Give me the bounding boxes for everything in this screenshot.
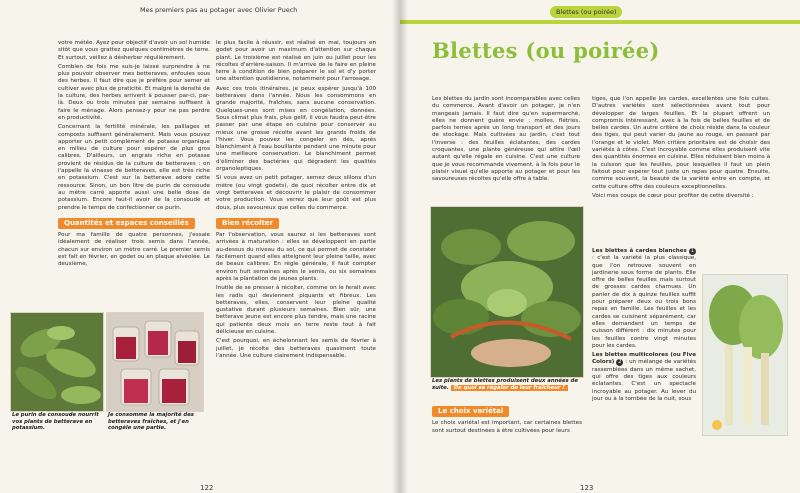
left-column-2: [216, 40, 376, 362]
list-item: [592, 248, 696, 350]
paragraph: votre météo. Ayez pour objectif d'avoir un sol humide sitôt que vous grattez quelques centimètres de terre. Et surtout, veillez à désherber régulièrement.: [58, 40, 210, 61]
paragraph: Si vous avez un petit potager, semez deux sillons d'un mètre (ou vingt godets), de quoi récolter entre dix et vingt betteraves et découvrir le plaisir de consommer votre production. Vous verrez que leur goût est plus doux, plus savoureux que celles du commerce.: [216, 175, 376, 211]
beet-jars-photo: [106, 312, 204, 412]
page-title: Blettes (ou poirée): [432, 38, 660, 63]
number-badge: 2: [618, 359, 622, 366]
paragraph: le plus facile à réussir, est réalisé en mai, toujours en godet pour avoir un maximum d'attention sur chaque plant. Le troisième est réalisé en juin ou juillet pour les récoltes d'arrière-saison. Il m'arrive de le faire en pleine terre à condition de bien préparer le sol et d'y porter une attention quotidienne, notamment pour l'arrosage.: [216, 40, 376, 83]
caption-betteraves: Je consomme la majorité des betteraves fraîches, et j'en congèle une partie.: [108, 412, 194, 432]
subheading-choix-varietal: Le choix variétal: [432, 406, 509, 417]
paragraph: Avec ces trois itinéraires, je peux espérer jusqu'à 100 betteraves dans l'année. Nous les consommons en grande majorité, fraîches, sans aucune conservation. Quelques-unes sont mises en congélation, données. Sous climat plus frais, plus gelif, il vous faudra peut-être passer par une étape en cuisine pour conserver au mieux une grosse récolte avant les grands froids de l'hiver. Vous pouvez les congeler en dés, après blanchiment à l'eau bouillante pendant une minute pour une meilleure conservation. Le blanchiment permet d'éliminer des bactéries qui dégradent les qualités organoleptiques.: [216, 85, 376, 173]
caption-consoude: Le purin de consoude nourrit vos plants de betterave en potassium.: [12, 412, 99, 432]
header-band: [400, 20, 800, 24]
book-gutter: [392, 0, 408, 493]
caption-text: Les plants de blettes produisent deux années de suite.: [432, 378, 578, 391]
paragraph: Inutile de se presser à récolter, comme on le ferait avec les radis qui deviennent piquants et fibreux. Les betteraves, elles, conservent leur pleine qualité gustative durant plusieurs semaines. Bien sûr, une betterave jeune est encore plus tendre, mais une racine qui patiente deux mois en terre reste tout à fait délicieuse en cuisine.: [216, 285, 376, 335]
bullet-text: : un mélange de variétés rassemblées dans un même sachet, qui offre des tiges aux couleurs éclatantes. C'est un spectacle incroyable au potager. Au lever du jour ou à la tombée de la nuit, sous: [592, 359, 697, 402]
paragraph: Concernant la fertilité minérale, les paillages et composts suffisent généralement. Mais vous pouvez apporter un petit complément de potasse organique en milieu de culture pour espérer de plus gros calibres. D'ailleurs, un engrais riche en potasse provient de résidus de la culture de betteraves : on l'appelle la vinasse de betteraves, elle est très riche en potassium. C'est sur la betterave adore cette ressource. Sinon, un bon litre de purin de consoude au mètre carré apporte aussi une belle dose de potassium. Encore faut-il avoir de la consoude et prendre le temps de confectionner ce purin.: [58, 124, 210, 211]
paragraph: tiges, que l'on appelle les cardes, excellentes une fois cuites. D'autres variétés sont sélectionnées avant tout pour développer de larges feuilles. Et la plupart offrent un compromis intéressant, avec à la fois de belles feuilles et de belles cardes. Un autre critère de choix réside dans la couleur des tiges, qui peut varier du jaune au rouge, en passant par l'orange et le violet. Mon critère prioritaire est de choisir des variétés à côtes. C'est incroyable comme elles produisent vite des quantités énormes en cuisine. Elles réduisent bien moins à la cuisson que les feuilles, pour lesquelles il faut un plein faitout pour espérer tout juste un repas pour quatre. Ensuite, comme souvent, la beauté de la variété entre en compte, et cette culture offre des couleurs exceptionnelles.: [592, 96, 770, 190]
page-number-left: 122: [200, 484, 214, 492]
paragraph: Le choix variétal est important, car certaines blettes sont surtout destinées à être cultivées pour leurs: [432, 420, 582, 434]
chard-harvest-photo: [430, 206, 584, 378]
bullet-title: Les blettes à cardes blanches: [592, 248, 687, 254]
bullet-title: Les blettes multicolores (ou Five Colors): [592, 352, 696, 366]
subheading-bien-recolter: Bien récolter: [216, 218, 279, 229]
paragraph: Voici mes coups de cœur pour profiter de cette diversité :: [592, 192, 754, 199]
comfrey-photo: [10, 312, 104, 412]
bullet-text: : c'est la variété la plus classique, que l'on retrouve souvent en jardinerie sous forme de plants. Elle offre de belles feuilles mais surtout de grosses cardes charnues. Un panier de dix à quinze feuilles suffit pour préparer deux ou trois bons repas en famille. Les feuilles et les cardes se cuisinent séparément, car elles demandent un temps de cuisson différent : dix minutes pour les feuilles contre vingt minutes pour les cardes.: [592, 255, 696, 349]
list-item: [592, 352, 696, 403]
right-column-2: [592, 96, 770, 202]
right-column-2-bullets: [592, 248, 696, 405]
paragraph: C'est pourquoi, en échelonnant les semis de février à juillet, je récolte des betteraves quasiment toute l'année. Une culture clairement indispensable.: [216, 338, 376, 359]
number-badge: 1: [690, 248, 695, 254]
paragraph: Combien de fois me suis-je laissé surprendre à ne plus pouvoir observer mes betteraves, enfouies sous des herbes. Il faut dire que je préfère pour semer et cultiver avec plus de praticité. Et malgré la densité de la culture, des herbes arrivent à pousser par-ci, par-là. Deux ou trois minutes par semaine suffisent à faire le ménage. Alors pensez-y pour ne pas perdre en productivité.: [58, 63, 210, 121]
paragraph: Les blettes du jardin sont incomparables avec celles du commerce. Avant d'avoir un potager, je n'en mangeais jamais. Il faut dire qu'en supermarché, elles ne donnent guère envie : molles, flétries, parfois ternes après un long transport et des jours de stockage. Mais cultivées au jardin, c'est tout l'inverse : des feuilles éclatantes, des cardes croquantes, une plante généreuse qui attire l'œil autant qu'elle régale en cuisine. C'est une culture que je vous recommande vivement, à la fois pour le plaisir visuel qu'elle apporte au potager et pour les savoureuses récoltes qu'elle offre à table.: [432, 96, 580, 183]
chard-stems-photo: [702, 274, 788, 436]
right-column-1-bottom: [432, 402, 582, 437]
running-header-left: Mes premiers pas au potager avec Olivier Puech: [140, 6, 298, 14]
page-number-right: 123: [580, 484, 594, 492]
right-page: [400, 0, 800, 493]
subheading-quantites: Quantités et espaces conseillés: [58, 218, 195, 229]
right-column-1: [432, 96, 580, 186]
paragraph: Par l'observation, vous saurez si les betteraves sont arrivées à maturation : elles se développent en partie au-dessus du niveau du sol, ce qui permet de constater facilement quand elles atteignent leur pleine taille, avec de beaux calibres. En règle générale, il faut compter environ huit semaines après le semis, ou six semaines après la plantation de jeunes plants.: [216, 232, 376, 282]
paragraph: Pour ma famille de quatre personnes, j'essaie idéalement de réaliser trois semis dans l'année, chacun sur environ un mètre carré. Le premier semis est fait en février, en godet ou en plaque alvéolée. Le deuxième,: [58, 232, 210, 268]
left-column-1: [58, 40, 210, 271]
caption-highlight: De quoi se régaler de leur fraîcheur !: [451, 385, 568, 392]
running-header-right: Blettes (ou poirée): [550, 6, 622, 18]
caption-blettes: [432, 378, 582, 391]
